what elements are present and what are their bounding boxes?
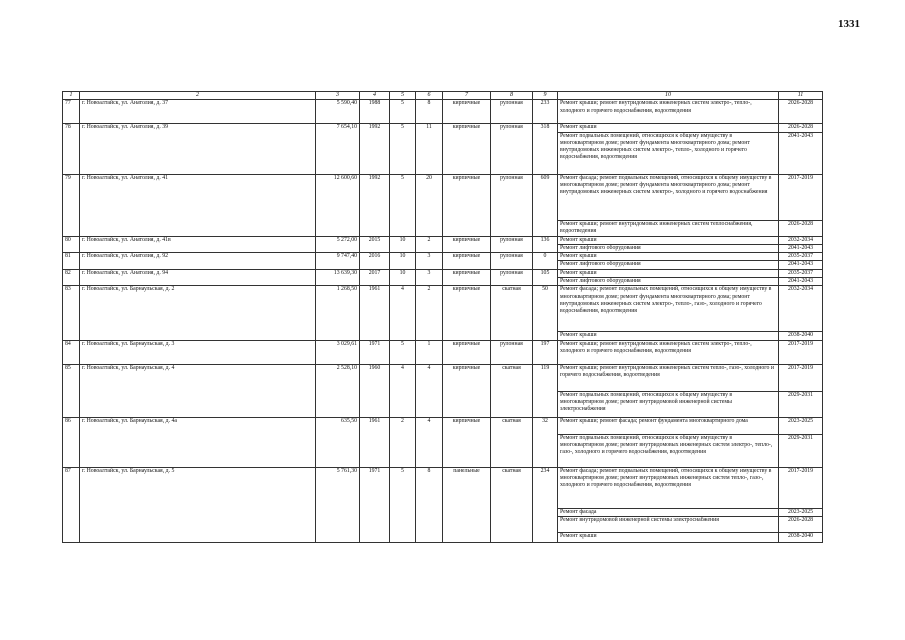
repair-period: 2026-2028 (779, 516, 823, 532)
table-row (63, 174, 823, 220)
roof-type: скатная (491, 467, 533, 542)
resident-count: 50 (533, 286, 558, 340)
column-number: 11 (779, 92, 823, 100)
wall-material: кирпичные (443, 269, 491, 286)
floor-count: 5 (390, 340, 416, 364)
repair-work: Ремонт подвальных помещений, относящихся к общему имуществу в многоквартирном доме; ремонт внутридомовой инженерной системы электроснабжения (558, 391, 779, 417)
repair-period: 2026-2028 (779, 100, 823, 124)
floor-count: 4 (390, 364, 416, 417)
row-number: 77 (63, 100, 80, 124)
repair-work: Ремонт фасада; ремонт подвальных помещений, относящихся к общему имуществу в многоквартирном доме; ремонт фундамента многоквартирного дома; ремонт внутридомовых инженерных систем электро-, тепло-, газо-, холодного и горячего водоснабжения, водоотведения (558, 286, 779, 332)
table-row (63, 364, 823, 391)
table-row (63, 100, 823, 124)
total-area: 2 528,10 (316, 364, 360, 417)
floor-count: 5 (390, 467, 416, 542)
repair-work: Ремонт крыши (558, 269, 779, 277)
row-number: 81 (63, 253, 80, 270)
row-number: 82 (63, 269, 80, 286)
table-row (63, 253, 823, 261)
column-number: 7 (443, 92, 491, 100)
wall-material: кирпичные (443, 417, 491, 467)
column-number: 4 (360, 92, 390, 100)
floor-count: 10 (390, 269, 416, 286)
repair-period: 2032-2034 (779, 236, 823, 244)
total-area: 3 029,61 (316, 340, 360, 364)
resident-count: 318 (533, 124, 558, 174)
resident-count: 0 (533, 253, 558, 270)
wall-material: кирпичные (443, 364, 491, 417)
total-area: 7 654,10 (316, 124, 360, 174)
table-row (63, 269, 823, 277)
floor-count: 5 (390, 174, 416, 236)
page-number: 1331 (838, 18, 860, 30)
floor-count: 5 (390, 100, 416, 124)
table-row (63, 340, 823, 364)
wall-material: кирпичные (443, 340, 491, 364)
year-built: 1988 (360, 100, 390, 124)
house-address: г. Новоалтайск, ул. Барнаульская, д. 4 (80, 364, 316, 417)
repair-period: 2041-2043 (779, 132, 823, 174)
floor-count: 10 (390, 253, 416, 270)
house-address: г. Новоалтайск, ул. Анатолия, д. 37 (80, 100, 316, 124)
wall-material: кирпичные (443, 253, 491, 270)
repair-period: 2035-2037 (779, 253, 823, 261)
year-built: 1971 (360, 340, 390, 364)
total-area: 5 272,00 (316, 236, 360, 253)
house-address: г. Новоалтайск, ул. Барнаульская, д. 3 (80, 340, 316, 364)
column-number: 2 (80, 92, 316, 100)
wall-material: кирпичные (443, 236, 491, 253)
resident-count: 136 (533, 236, 558, 253)
table-row (63, 286, 823, 332)
resident-count: 234 (533, 467, 558, 542)
column-number-row (63, 92, 823, 100)
floor-count: 5 (390, 124, 416, 174)
roof-type: рулонная (491, 269, 533, 286)
repair-period: 2041-2043 (779, 244, 823, 252)
wall-material: кирпичные (443, 286, 491, 340)
house-address: г. Новоалтайск, ул. Барнаульская, д. 5 (80, 467, 316, 542)
floor-count: 10 (390, 236, 416, 253)
repair-work: Ремонт фасада; ремонт подвальных помещений, относящихся к общему имуществу в многоквартирном доме; ремонт внутридомовых инженерных систем тепло-, газо-, холодного и горячего водоснабжения, водоотведения (558, 467, 779, 508)
repair-work: Ремонт крыши; ремонт внутридомовых инженерных систем электро-, тепло-, холодного и горячего водоснабжения, водоотведения (558, 100, 779, 124)
house-address: г. Новоалтайск, ул. Барнаульская, д. 4а (80, 417, 316, 467)
repair-period: 2017-2019 (779, 340, 823, 364)
repair-period: 2017-2019 (779, 364, 823, 391)
house-address: г. Новоалтайск, ул. Барнаульская, д. 2 (80, 286, 316, 340)
row-number: 85 (63, 364, 80, 417)
year-built: 1971 (360, 467, 390, 542)
repair-period: 2029-2031 (779, 434, 823, 467)
row-number: 80 (63, 236, 80, 253)
resident-count: 609 (533, 174, 558, 236)
house-address: г. Новоалтайск, ул. Анатолия, д. 41 (80, 174, 316, 236)
repair-period: 2023-2025 (779, 508, 823, 516)
total-area: 13 639,30 (316, 269, 360, 286)
wall-material: кирпичные (443, 174, 491, 236)
column-number: 3 (316, 92, 360, 100)
year-built: 1992 (360, 124, 390, 174)
row-number: 86 (63, 417, 80, 467)
total-area: 5 590,40 (316, 100, 360, 124)
total-area: 635,50 (316, 417, 360, 467)
wall-material: панельные (443, 467, 491, 542)
table-row (63, 417, 823, 434)
entrance-count: 2 (416, 236, 443, 253)
column-number: 1 (63, 92, 80, 100)
repair-period: 2017-2019 (779, 467, 823, 508)
table-row (63, 467, 823, 508)
house-address: г. Новоалтайск, ул. Анатолия, д. 39 (80, 124, 316, 174)
repair-work: Ремонт фасада; ремонт подвальных помещений, относящихся к общему имуществу в многоквартирном доме; ремонт фундамента многоквартирного дома; ремонт внутридомовых инженерных систем электро-, холодного и горячего водоснабжения (558, 174, 779, 220)
repair-period: 2026-2028 (779, 220, 823, 236)
house-address: г. Новоалтайск, ул. Анатолия, д. 92 (80, 253, 316, 270)
column-number: 6 (416, 92, 443, 100)
wall-material: кирпичные (443, 100, 491, 124)
entrance-count: 4 (416, 417, 443, 467)
repair-work: Ремонт лифтового оборудования (558, 244, 779, 252)
resident-count: 119 (533, 364, 558, 417)
repair-work: Ремонт крыши; ремонт фасада; ремонт фундамента многоквартирного дома (558, 417, 779, 434)
house-address: г. Новоалтайск, ул. Анатолия, д. 94 (80, 269, 316, 286)
year-built: 1961 (360, 417, 390, 467)
repair-period: 2026-2028 (779, 124, 823, 132)
roof-type: рулонная (491, 236, 533, 253)
repair-schedule-table (62, 91, 823, 543)
column-number: 8 (491, 92, 533, 100)
year-built: 1961 (360, 286, 390, 340)
entrance-count: 2 (416, 286, 443, 340)
row-number: 83 (63, 286, 80, 340)
roof-type: скатная (491, 417, 533, 467)
roof-type: рулонная (491, 174, 533, 236)
repair-work: Ремонт лифтового оборудования (558, 261, 779, 269)
roof-type: скатная (491, 286, 533, 340)
year-built: 1992 (360, 174, 390, 236)
row-number: 87 (63, 467, 80, 542)
column-number: 10 (558, 92, 779, 100)
year-built: 2015 (360, 236, 390, 253)
column-number: 9 (533, 92, 558, 100)
repair-period: 2023-2025 (779, 417, 823, 434)
repair-work: Ремонт лифтового оборудования (558, 278, 779, 286)
year-built: 2017 (360, 269, 390, 286)
floor-count: 2 (390, 417, 416, 467)
repair-period: 2035-2037 (779, 269, 823, 277)
repair-work: Ремонт внутридомовой инженерной системы электроснабжения (558, 516, 779, 532)
table-row (63, 124, 823, 132)
roof-type: рулонная (491, 100, 533, 124)
entrance-count: 3 (416, 253, 443, 270)
entrance-count: 1 (416, 340, 443, 364)
repair-period: 2038-2040 (779, 332, 823, 340)
total-area: 12 600,60 (316, 174, 360, 236)
entrance-count: 3 (416, 269, 443, 286)
roof-type: рулонная (491, 253, 533, 270)
repair-period: 2038-2040 (779, 532, 823, 542)
row-number: 78 (63, 124, 80, 174)
resident-count: 197 (533, 340, 558, 364)
table-row (63, 236, 823, 244)
house-address: г. Новоалтайск, ул. Анатолия, д. 41в (80, 236, 316, 253)
entrance-count: 4 (416, 364, 443, 417)
entrance-count: 20 (416, 174, 443, 236)
repair-work: Ремонт крыши; ремонт внутридомовых инженерных систем электро-, тепло-, холодного и горячего водоснабжения, водоотведения (558, 340, 779, 364)
repair-work: Ремонт подвальных помещений, относящихся к общему имуществу в многоквартирном доме; ремонт фундамента многоквартирного дома; ремонт внутридомовых инженерных систем электро-, тепло-, холодного и горячего водоснабжения, водоотведения (558, 132, 779, 174)
resident-count: 233 (533, 100, 558, 124)
repair-work: Ремонт крыши (558, 124, 779, 132)
roof-type: скатная (491, 364, 533, 417)
repair-work: Ремонт крыши; ремонт внутридомовых инженерных систем теплоснабжения, водоотведения (558, 220, 779, 236)
year-built: 1960 (360, 364, 390, 417)
entrance-count: 8 (416, 467, 443, 542)
repair-work: Ремонт крыши (558, 253, 779, 261)
row-number: 79 (63, 174, 80, 236)
total-area: 9 747,40 (316, 253, 360, 270)
repair-period: 2029-2031 (779, 391, 823, 417)
repair-period: 2041-2043 (779, 278, 823, 286)
wall-material: кирпичные (443, 124, 491, 174)
entrance-count: 11 (416, 124, 443, 174)
year-built: 2016 (360, 253, 390, 270)
repair-period: 2041-2043 (779, 261, 823, 269)
roof-type: рулонная (491, 124, 533, 174)
row-number: 84 (63, 340, 80, 364)
repair-work: Ремонт подвальных помещений, относящихся к общему имуществу в многоквартирном доме; ремонт внутридомовых инженерных систем электро-, тепло-, газо-, холодного и горячего водоснабжения, водоотведения (558, 434, 779, 467)
repair-work: Ремонт крыши (558, 332, 779, 340)
repair-work: Ремонт крыши (558, 236, 779, 244)
resident-count: 32 (533, 417, 558, 467)
repair-period: 2032-2034 (779, 286, 823, 332)
repair-period: 2017-2019 (779, 174, 823, 220)
floor-count: 4 (390, 286, 416, 340)
resident-count: 105 (533, 269, 558, 286)
roof-type: рулонная (491, 340, 533, 364)
column-number: 5 (390, 92, 416, 100)
entrance-count: 8 (416, 100, 443, 124)
repair-work: Ремонт крыши; ремонт внутридомовых инженерных систем тепло-, газо-, холодного и горячего водоснабжения, водоотведения (558, 364, 779, 391)
repair-work: Ремонт фасада (558, 508, 779, 516)
total-area: 1 268,50 (316, 286, 360, 340)
repair-work: Ремонт крыши (558, 532, 779, 542)
total-area: 5 761,30 (316, 467, 360, 542)
